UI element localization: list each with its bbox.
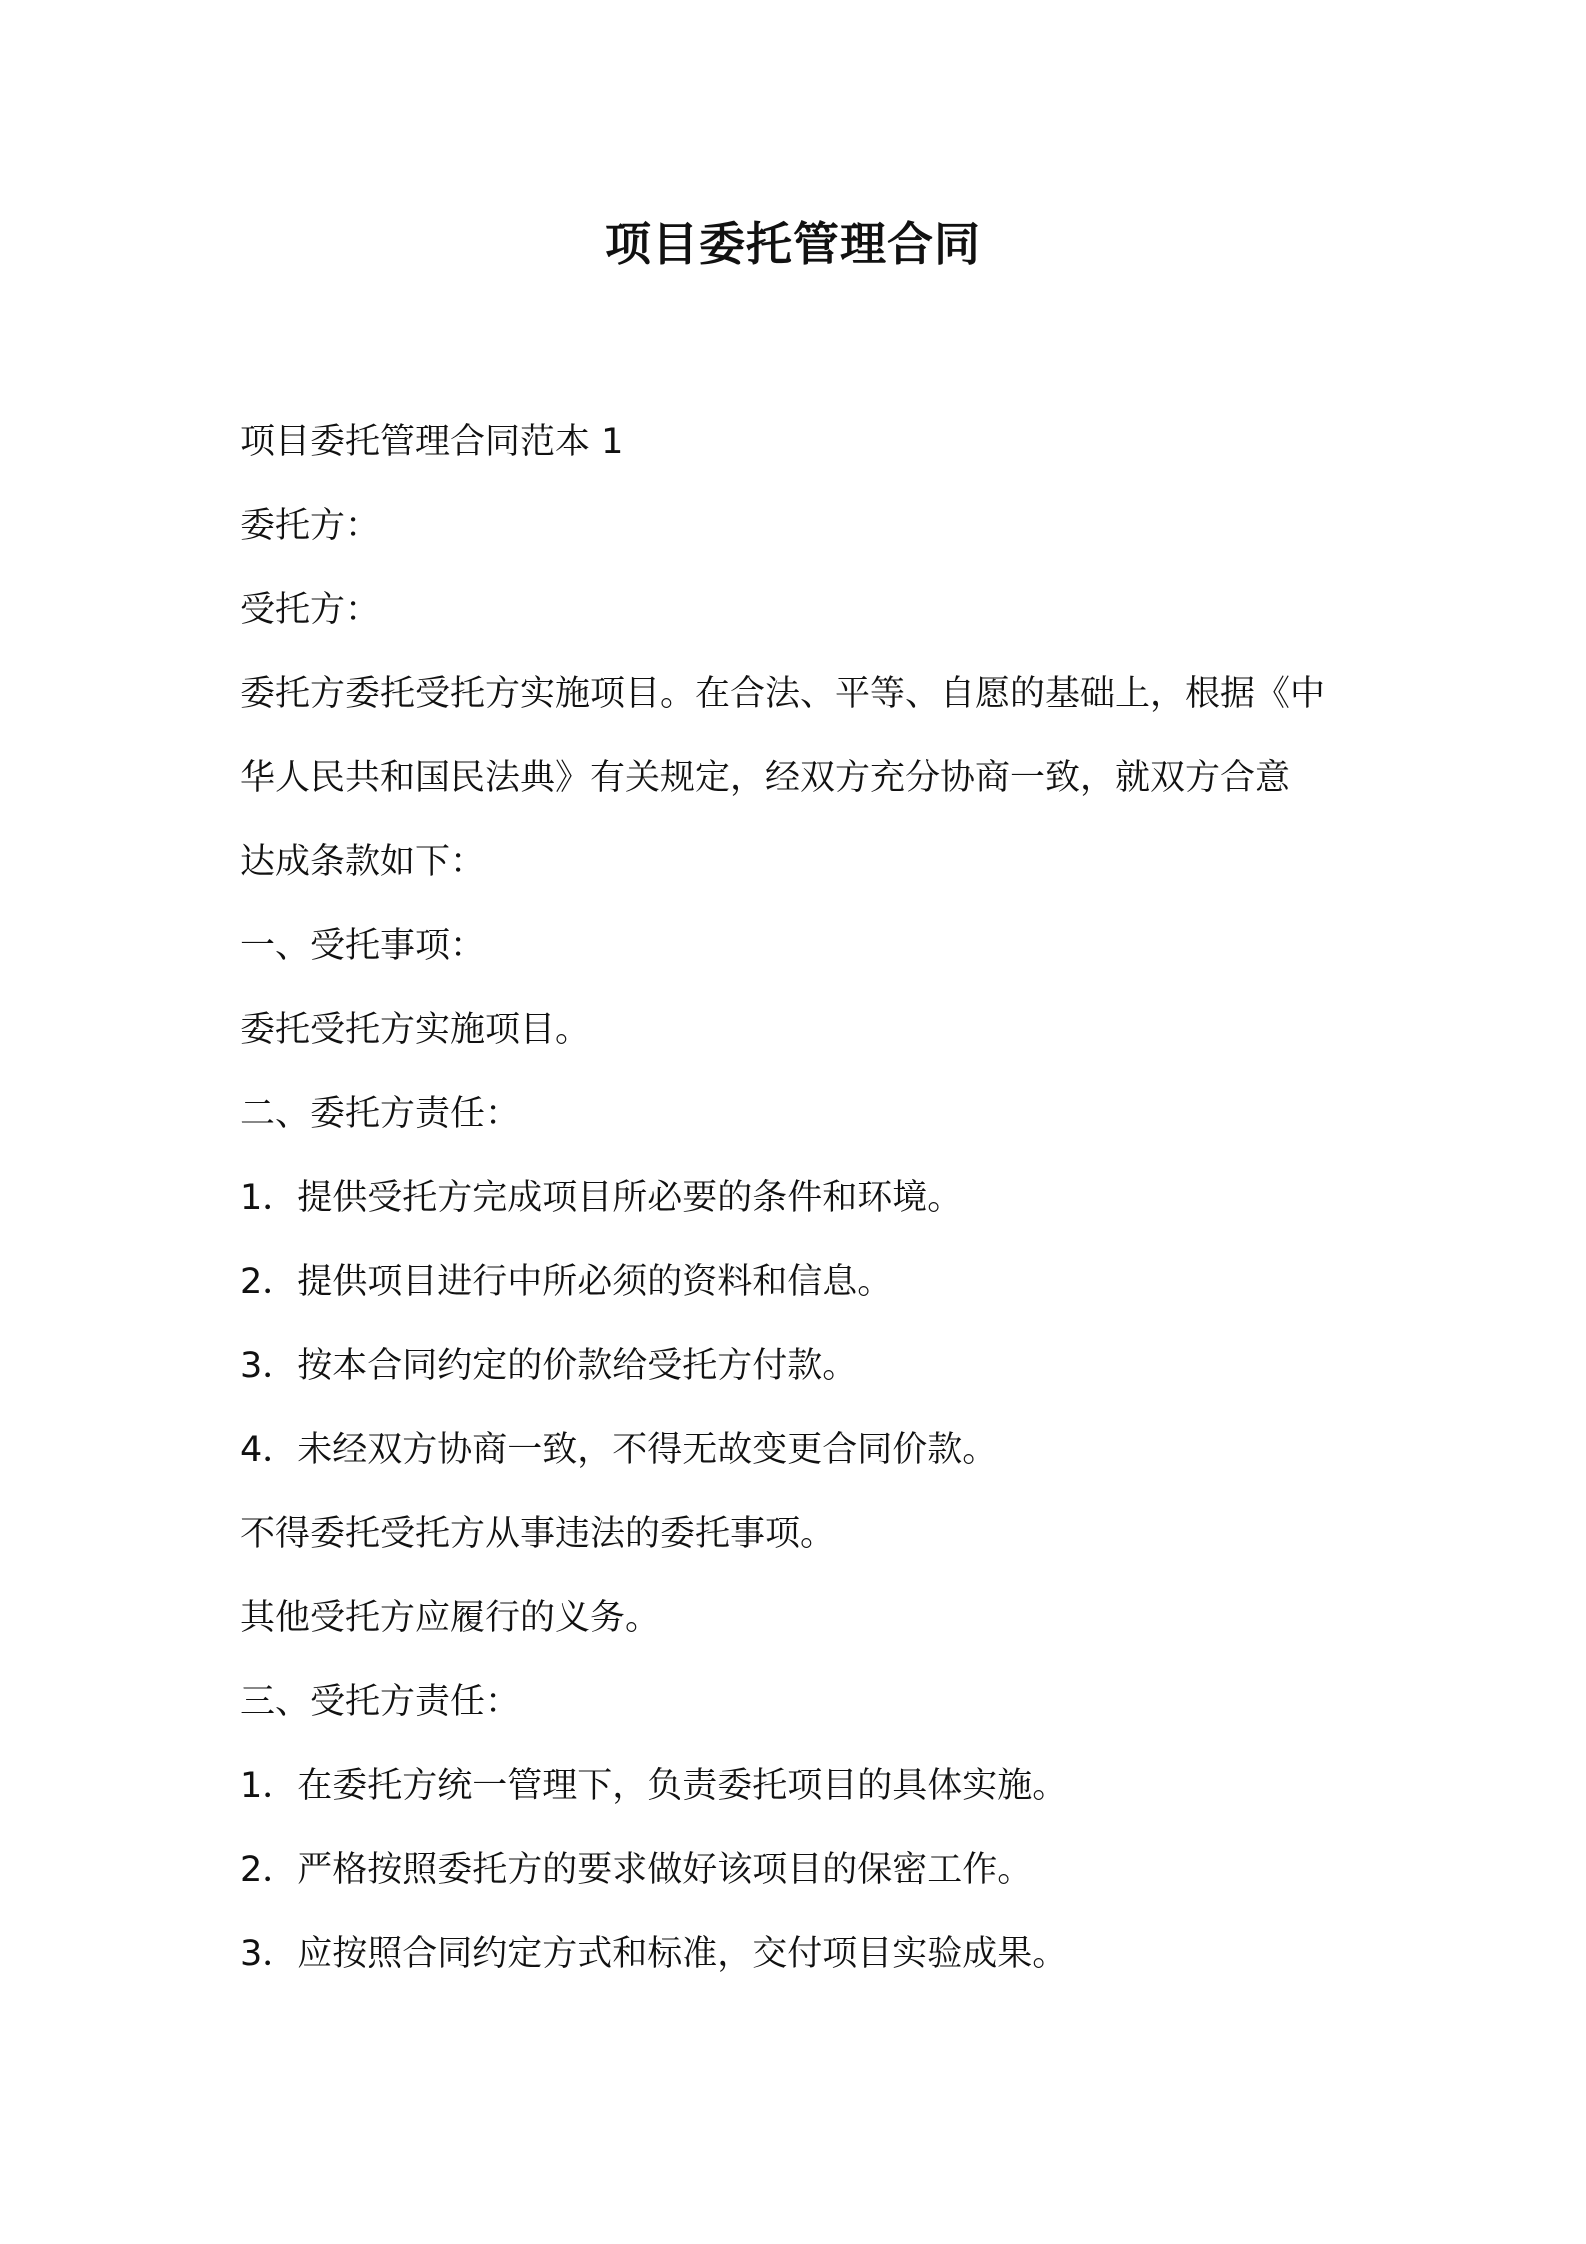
preamble-line-1: 委托方委托受托方实施项目。在合法、平等、自愿的基础上，根据《中: [240, 674, 1326, 714]
section-2-text-2: 其他受托方应履行的义务。: [240, 1598, 661, 1638]
section-3-item-2: 2．严格按照委托方的要求做好该项目的保密工作。: [240, 1850, 1033, 1890]
section-1-text: 委托受托方实施项目。: [240, 1010, 591, 1050]
section-2-item-3: 3．按本合同约定的价款给受托方付款。: [240, 1346, 858, 1386]
preamble-line-2: 华人民共和国民法典》有关规定，经双方充分协商一致，就双方合意: [240, 758, 1291, 798]
document-body: [240, 400, 1360, 1996]
contractor-party-line: 受托方：: [240, 590, 381, 630]
section-2-item-1: 1．提供受托方完成项目所必要的条件和环境。: [240, 1178, 963, 1218]
section-1-heading: 一、受托事项：: [240, 926, 486, 966]
section-3-item-1: 1．在委托方统一管理下，负责委托项目的具体实施。: [240, 1766, 1068, 1806]
section-2-text-1: 不得委托受托方从事违法的委托事项。: [240, 1514, 836, 1554]
section-2-item-4: 4．未经双方协商一致，不得无故变更合同价款。: [240, 1430, 998, 1470]
section-2-item-2: 2．提供项目进行中所必须的资料和信息。: [240, 1262, 893, 1302]
document-title: 项目委托管理合同: [605, 217, 981, 271]
section-3-heading: 三、受托方责任：: [240, 1682, 521, 1722]
section-2-heading: 二、委托方责任：: [240, 1094, 521, 1134]
template-heading: 项目委托管理合同范本 1: [240, 422, 624, 462]
client-party-line: 委托方：: [240, 506, 381, 546]
preamble-line-3: 达成条款如下：: [240, 842, 486, 882]
section-3-item-3: 3．应按照合同约定方式和标准，交付项目实验成果。: [240, 1934, 1068, 1974]
